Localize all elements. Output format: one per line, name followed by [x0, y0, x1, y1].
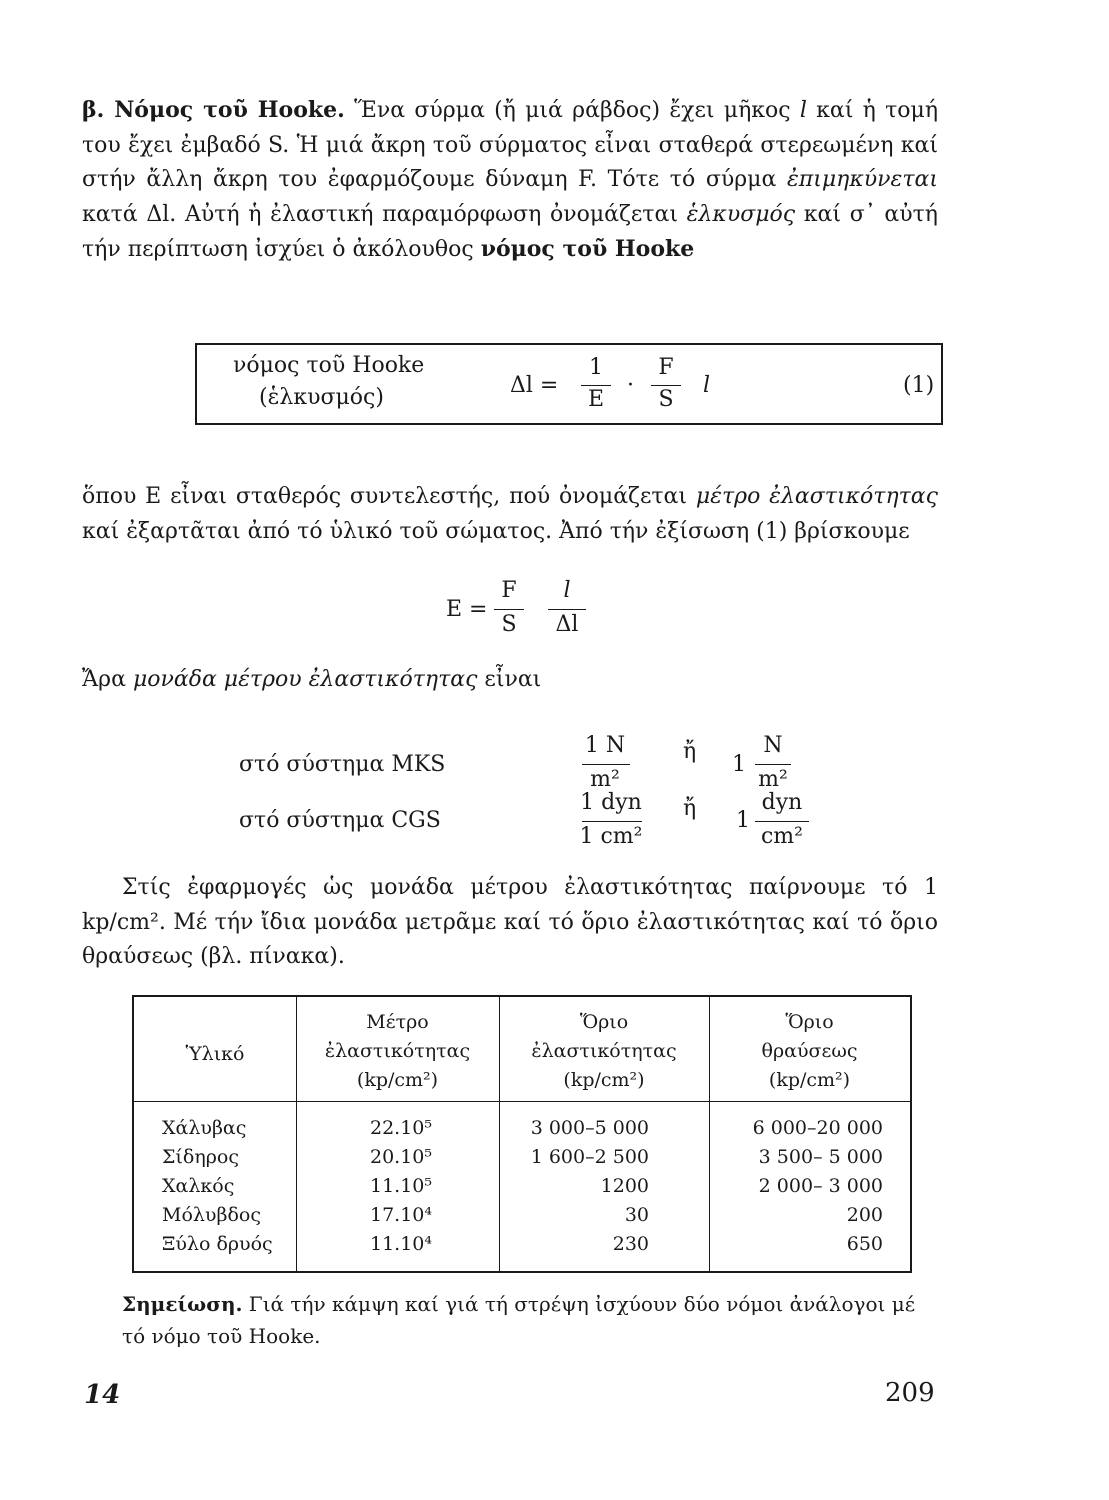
table-cell: 230	[612, 1233, 649, 1255]
column-elastic-limit	[499, 1114, 649, 1259]
formula-label: νόμος τοῦ Hooke	[233, 353, 425, 378]
practical-units-paragraph: Στίς ἐφαρμογές ὡς μονάδα μέτρου ἐλαστικότητας παίρνουμε τό 1 kp/cm². Μέ τήν ἴδια μονάδα μετρᾶμε καί τό ὅριο ἐλαστικότητας καί τό ὅριο θραύσεως (βλ. πίνακα).	[82, 875, 938, 969]
table-cell: 2 000– 3 000	[758, 1175, 883, 1197]
book-page: β. Νόμος τοῦ Hooke. Ἕνα σύρμα (ἤ μιά ράβδος) ἔχει μῆκος l καί ἡ τομή του ἔχει ἐμβαδό S. Ἡ μιά ἄκρη τοῦ σύρματος εἶναι σταθερά στερεωμένη καί στήν ἄλλη ἄκρη του ἐφαρμόζουμε δύναμη F. Τότε τό σύρμα ἐπιμηκύνεται κατά Δl. Αὐτή ἡ ἐλαστική παραμόρφωση ὀνομάζεται ἑλκυσμός καί σ᾽ αὐτή τήν περίπτωση ἰσχύει ὁ ἀκόλουθος νόμος τοῦ Hooke νόμος τοῦ Hooke (ἑλκυσμός) Δl = 1 E · F S l (1) ὅπου E εἶναι σταθερός συντελεστής, πού ὀνομάζεται μέτρο ἐλαστικότητας καί ἐξαρτᾶται ἀπό τό ὑλικό τοῦ σώματος. Ἀπό τήν ἐξίσωση (1) βρίσκουμε E = F S l Δl Ἄρα μονάδα μέτρου ἐλαστικότητας εἶναι στό σύστημα MKS 1 N m² ἤ 1 N m² στό σύστημα CGS 1 dyn 1 cm² ἤ 1 dyn cm² Στίς ἐφαρμογές ὡς μονάδα μέτρου ἐλαστικότητας παίρνουμε τό 1 kp/cm². Μέ τήν ἴδια μονάδα μετρᾶμε καί τό ὅριο ἐλαστικότητας καί τό ὅριο θραύσεως (βλ. πίνακα). Ὑλικό Μέτρο ἐλαστικότητας (kp/cm²) Ὅριο ἐλαστικότητας (kp/cm²) Ὅριο θραύσεως (kp/cm²) Χάλυβας Σίδηρος Χαλκός Μόλυβδος Ξύλο δρυός 22.10⁵ 20.10⁵ 11.10⁵ 17.10⁴ 11.10⁴ 3 000–5 000 1 600–2 500 1200 30 230 6 000–20 000 3 500– 5 000 2 000– 3 000 200 650 Σημείωση. Γιά τήν κάμψη καί γιά τή στρέψη ἰσχύουν δύο νόμοι ἀνάλογοι μέ τό νόμο τοῦ Hooke. 14 209	[0, 0, 1109, 1500]
fraction-bar	[651, 385, 681, 386]
table-cell: 650	[846, 1233, 883, 1255]
table-cell: 11.10⁵	[370, 1175, 433, 1197]
column-material	[162, 1114, 273, 1259]
fraction-bar	[548, 609, 586, 610]
header-material: Ὑλικό	[185, 1043, 245, 1065]
table-cell: 6 000–20 000	[752, 1117, 883, 1139]
fraction-bar	[581, 385, 611, 386]
table-cell: 1 600–2 500	[530, 1146, 649, 1168]
header-breaking-limit: Ὅριο θραύσεως (kp/cm²)	[761, 1011, 858, 1091]
table-cell: 30	[624, 1204, 649, 1226]
page-number: 209	[885, 1378, 935, 1408]
signature-mark: 14	[84, 1380, 121, 1410]
table-cell: 17.10⁴	[370, 1204, 433, 1226]
table-cell: Χαλκός	[162, 1175, 235, 1197]
table-cell: 1200	[600, 1175, 649, 1197]
fraction-bar	[582, 764, 630, 765]
table-cell: 200	[846, 1204, 883, 1226]
table-cell: 20.10⁵	[370, 1146, 433, 1168]
units-intro: Ἄρα μονάδα μέτρου ἐλαστικότητας εἶναι	[82, 667, 542, 692]
header-elastic-limit: Ὅριο ἐλαστικότητας (kp/cm²)	[531, 1011, 677, 1091]
hooke-law-formula-box: νόμος τοῦ Hooke (ἑλκυσμός) Δl = 1 E · F S l (1)	[195, 343, 943, 425]
column-breaking-limit	[709, 1114, 883, 1259]
header-modulus: Μέτρο ἐλαστικότητας (kp/cm²)	[324, 1011, 471, 1091]
hooke-law-paragraph: β. Νόμος τοῦ Hooke. Ἕνα σύρμα (ἤ μιά ράβδος) ἔχει μῆκος l καί ἡ τομή του ἔχει ἐμβαδό S. Ἡ μιά ἄκρη τοῦ σύρματος εἶναι σταθερά στερεωμένη καί στήν ἄλλη ἄκρη του ἐφαρμόζουμε δύναμη F. Τότε τό σύρμα ἐπιμηκύνεται κατά Δl. Αὐτή ἡ ἐλαστική παραμόρφωση ὀνομάζεται ἑλκυσμός καί σ᾽ αὐτή τήν περίπτωση ἰσχύει ὁ ἀκόλουθος νόμος τοῦ Hooke	[82, 97, 939, 262]
column-modulus	[370, 1114, 432, 1259]
formula-sublabel: (ἑλκυσμός)	[259, 385, 384, 410]
materials-table	[132, 995, 912, 1273]
table-cell: 22.10⁵	[370, 1117, 433, 1139]
note-paragraph: Σημείωση. Γιά τήν κάμψη καί γιά τή στρέψη ἰσχύουν δύο νόμοι ἀνάλογοι μέ τό νόμο τοῦ Hooke.	[122, 1292, 916, 1348]
table-cell: 11.10⁴	[370, 1233, 433, 1255]
table-cell: Χάλυβας	[162, 1117, 247, 1139]
table-cell: 3 000–5 000	[530, 1117, 649, 1139]
table-cell: Σίδηρος	[162, 1146, 239, 1168]
fraction-bar	[494, 609, 524, 610]
table-cell: 3 500– 5 000	[758, 1146, 883, 1168]
table-cell: Ξύλο δρυός	[162, 1233, 273, 1255]
fraction-bar	[755, 821, 809, 822]
equation-number: (1)	[903, 373, 935, 398]
section-heading: β. Νόμος τοῦ Hooke.	[82, 97, 345, 123]
table-cell: Μόλυβδος	[162, 1204, 261, 1226]
mks-label: στό σύστημα MKS	[239, 752, 446, 777]
cgs-label: στό σύστημα CGS	[239, 808, 441, 833]
fraction-bar	[582, 821, 642, 822]
modulus-definition-paragraph: ὅπου E εἶναι σταθερός συντελεστής, πού ὀνομάζεται μέτρο ἐλαστικότητας καί ἐξαρτᾶται ἀπό τό ὑλικό τοῦ σώματος. Ἀπό τήν ἐξίσωση (1) βρίσκουμε	[82, 484, 938, 544]
fraction-bar	[755, 764, 791, 765]
formula-lhs: Δl =	[510, 373, 559, 398]
